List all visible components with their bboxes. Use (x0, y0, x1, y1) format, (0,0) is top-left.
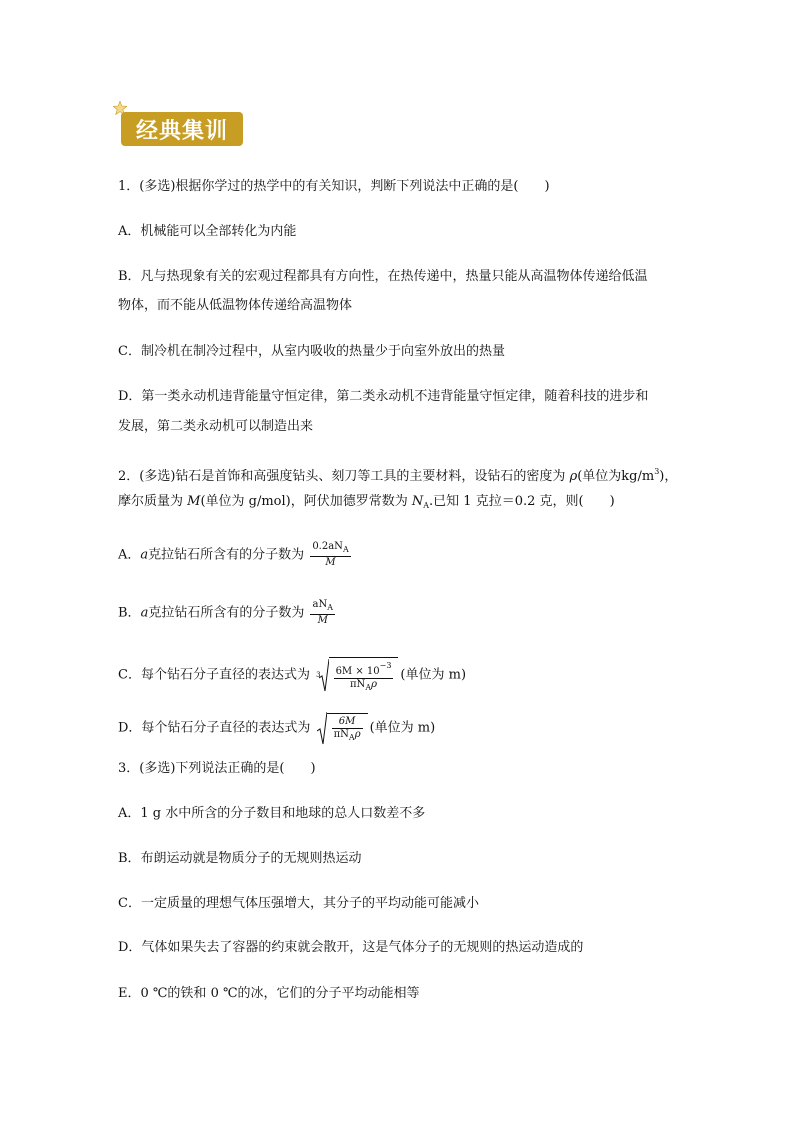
q3-option-a: A．1 g 水中所含的分子数目和地球的总人口数差不多 (118, 806, 426, 821)
section-banner (121, 112, 243, 146)
q2-option-c: C．每个钻石分子直径的表达式为 3 $\frac{6M \times 10^{-3}}{\pi N_A\rho}$ (单位为 m) (118, 656, 466, 694)
square-root-d: $\frac{6M}{\pi N_A\rho}$ (317, 711, 368, 745)
q1-option-c: C．制冷机在制冷过程中，从室内吸收的热量少于向室外放出的热量 (118, 344, 505, 359)
rho-symbol: ρ (569, 469, 578, 484)
cube-root-c: 3 $\frac{6M \times 10^{-3}}{\pi N_A\rho}$ (316, 656, 398, 694)
q1-option-d-line2: 发展，第二类永动机可以制造出来 (118, 419, 314, 434)
fraction-b: $\frac{aN_A}{M}$ (312, 599, 333, 626)
q2-stem-line1: 2．(多选)钻石是首饰和高强度钻头、刻刀等工具的主要材料，设钻石的密度为 ρ(单位为$kg/m^3$)， (118, 467, 678, 484)
banner-title: 经典集训 (135, 118, 228, 144)
q3-stem: 3．(多选)下列说法正确的是( ) (118, 761, 316, 776)
q1-option-d-line1: D．第一类永动机违背能量守恒定律，第二类永动机不违背能量守恒定律，随着科技的进步和 (118, 389, 649, 404)
fraction-a: $\frac{0.2aN_A}{M}$ (312, 541, 349, 568)
q3-option-e: E．0 ℃的铁和 0 ℃的冰，它们的分子平均动能相等 (118, 986, 420, 1001)
q1-option-a: A．机械能可以全部转化为内能 (118, 224, 297, 239)
q1-option-b-line1: B．凡与热现象有关的宏观过程都具有方向性，在热传递中，热量只能从高温物体传递给低温 (118, 269, 648, 284)
q2-option-d: D．每个钻石分子直径的表达式为 $\frac{6M}{\pi N_A\rho}$ (单位为 m) (118, 711, 435, 745)
q1-option-b-line2: 物体，而不能从低温物体传递给高温物体 (118, 298, 353, 313)
radical-sign-icon (319, 658, 329, 692)
q2-option-b: B．a克拉钻石所含有的分子数为 $\frac{aN_A}{M}$ (118, 599, 333, 626)
q3-option-d: D．气体如果失去了容器的约束就会散开，这是气体分子的无规则的热运动造成的 (118, 940, 584, 955)
q2-option-a: A．a克拉钻石所含有的分子数为 $\frac{0.2aN_A}{M}$ (118, 541, 349, 568)
q3-option-b: B．布朗运动就是物质分子的无规则热运动 (118, 851, 362, 866)
q3-option-c: C．一定质量的理想气体压强增大，其分子的平均动能可能减小 (118, 896, 479, 911)
q1-stem: 1．(多选)根据你学过的热学中的有关知识，判断下列说法中正确的是( ) (118, 179, 550, 194)
q2-stem-line2: 摩尔质量为 M(单位为 g/mol)，阿伏加德罗常数为 $N_A$.已知 1 克拉＝0.2 克，则( ) (118, 494, 615, 510)
radical-sign-icon (317, 711, 327, 745)
